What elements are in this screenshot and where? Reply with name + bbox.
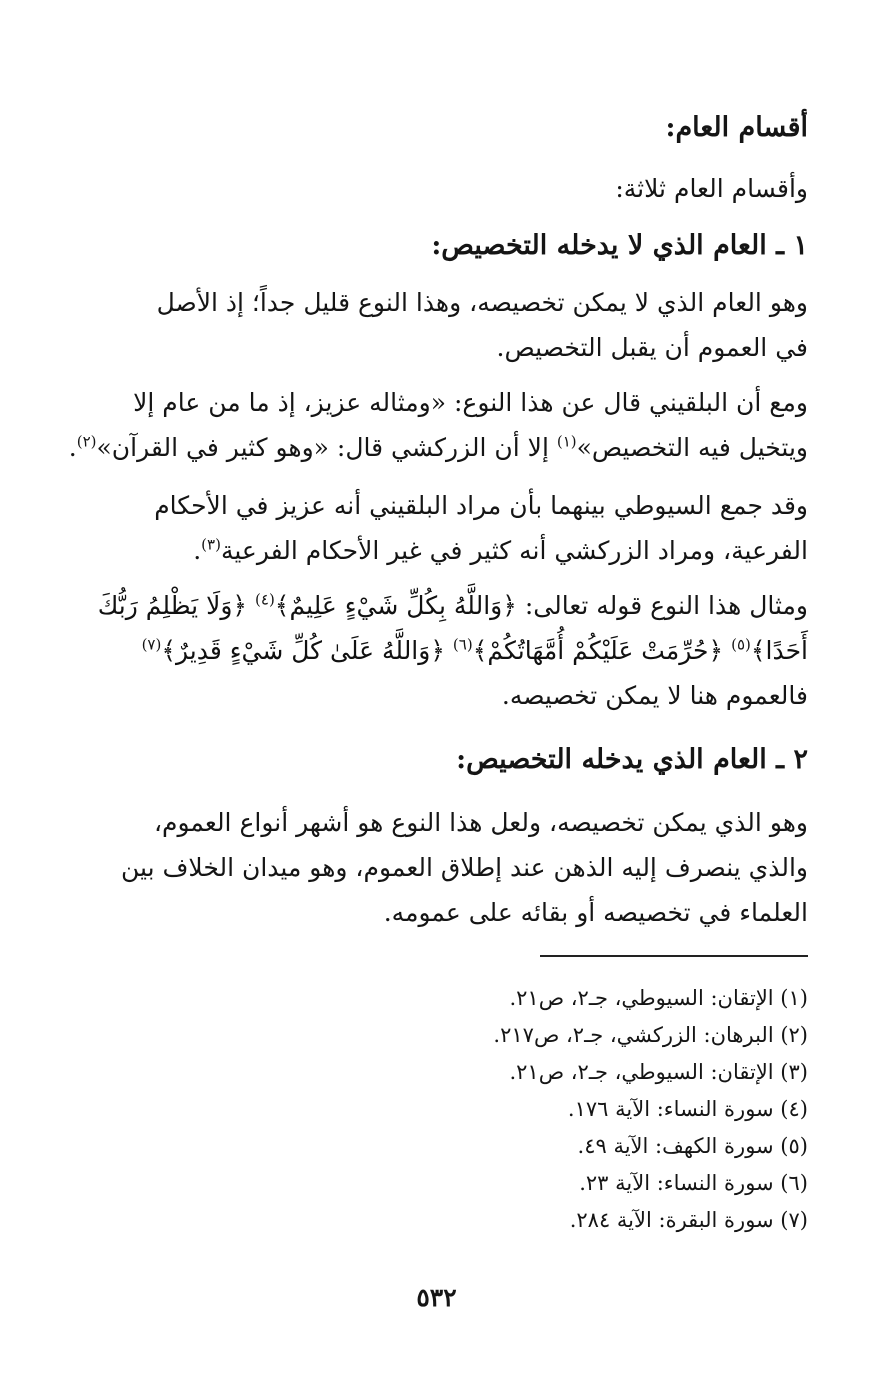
footnote-item: (٤) سورة النساء: الآية ١٧٦. xyxy=(567,1097,808,1121)
paragraph-line xyxy=(63,628,808,673)
quote-text: إلا أن الزركشي قال: «وهو كثير في القرآن» xyxy=(96,433,557,462)
footnote-item: (٢) البرهان: الزركشي، جـ٢، ص٢١٧. xyxy=(493,1023,808,1047)
section-title: أقسام العام: xyxy=(665,112,808,143)
footnote-item: (٥) سورة الكهف: الآية ٤٩. xyxy=(577,1134,808,1158)
footnotes-list xyxy=(63,980,808,1239)
paragraph-line xyxy=(63,583,808,628)
footnote-ref-3[interactable]: (٣) xyxy=(201,535,221,554)
page-number: ٥٣٢ xyxy=(416,1283,457,1312)
quran-verse-2: ﴿وَلَا يَظْلِمُ رَبُّكَ xyxy=(97,591,256,620)
footnote-item: (٣) الإتقان: السيوطي، جـ٢، ص٢١. xyxy=(509,1060,808,1084)
paragraph-line xyxy=(63,425,808,470)
type2-heading: ٢ ـ العام الذي يدخله التخصيص: xyxy=(456,744,808,775)
type2-paragraph-1 xyxy=(63,800,808,935)
footnote-item: (١) الإتقان: السيوطي، جـ٢، ص٢١. xyxy=(509,986,808,1010)
type1-paragraph-3 xyxy=(63,483,808,573)
footnote-ref-4[interactable]: (٤) xyxy=(255,590,275,609)
type1-paragraph-4 xyxy=(63,583,808,718)
paragraph-line: فالعموم هنا لا يمكن تخصيصه. xyxy=(501,681,808,710)
footnote-ref-2[interactable]: (٢) xyxy=(76,432,97,451)
paragraph-line: العلماء في تخصيصه أو بقائه على عمومه. xyxy=(383,898,808,927)
quran-verse-1: ﴿وَاللَّهُ بِكُلِّ شَيْءٍ عَلِيمٌ﴾ xyxy=(274,591,517,620)
quran-verse-3: ﴿حُرِّمَتْ عَلَيْكُمْ أُمَّهَاتُكُمْ﴾ xyxy=(472,636,732,665)
quote-text: ويتخيل فيه التخصيص» xyxy=(576,433,808,462)
footnote-ref-1[interactable]: (١) xyxy=(556,432,577,451)
paragraph-line: ومع أن البلقيني قال عن هذا النوع: «ومثاله عزيز، إذ ما من عام إلا xyxy=(133,388,808,417)
footnote-item: (٧) سورة البقرة: الآية ٢٨٤. xyxy=(569,1208,808,1232)
paragraph-line: وهو الذي يمكن تخصيصه، ولعل هذا النوع هو أشهر أنواع العموم، xyxy=(153,808,808,837)
paragraph-line: في العموم أن يقبل التخصيص. xyxy=(496,333,808,362)
intro-line: وأقسام العام ثلاثة: xyxy=(615,174,808,203)
footnote-separator xyxy=(540,955,808,957)
quran-verse-4: ﴿وَاللَّهُ عَلَىٰ كُلِّ شَيْءٍ قَدِيرٌ﴾ xyxy=(161,636,453,665)
type1-heading: ١ ـ العام الذي لا يدخله التخصيص: xyxy=(431,230,808,261)
intro-text xyxy=(63,166,808,211)
quran-verse-2-end: أَحَدًا﴾ xyxy=(750,636,808,665)
footnote-ref-6[interactable]: (٦) xyxy=(452,635,473,654)
paragraph-line: وهو العام الذي لا يمكن تخصيصه، وهذا النوع قليل جداً؛ إذ الأصل xyxy=(156,288,808,317)
punctuation: . xyxy=(193,536,202,565)
punctuation: . xyxy=(68,433,77,462)
footnote-ref-7[interactable]: (٧) xyxy=(141,635,162,654)
paragraph-text: ومثال هذا النوع قوله تعالى: xyxy=(516,591,808,620)
footnote-ref-5[interactable]: (٥) xyxy=(731,635,751,654)
paragraph-text: الفرعية، ومراد الزركشي أنه كثير في غير الأحكام الفرعية xyxy=(220,536,808,565)
paragraph-line: والذي ينصرف إليه الذهن عند إطلاق العموم، وهو ميدان الخلاف بين xyxy=(121,853,808,882)
paragraph-line xyxy=(63,528,808,573)
type1-paragraph-1 xyxy=(63,280,808,370)
type1-paragraph-2 xyxy=(63,380,808,470)
paragraph-line: وقد جمع السيوطي بينهما بأن مراد البلقيني أنه عزيز في الأحكام xyxy=(154,491,808,520)
footnote-item: (٦) سورة النساء: الآية ٢٣. xyxy=(579,1171,808,1195)
